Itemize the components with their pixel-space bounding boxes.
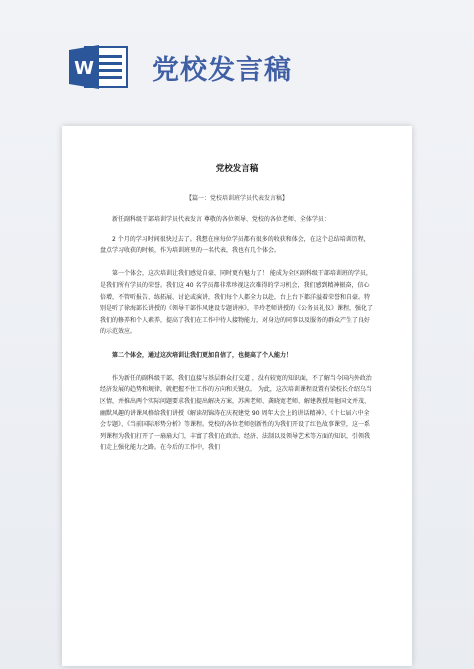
paragraph-body: 作为新任的副科级干部，我们直接与基层群众打交道 ，没有较宽的知识面，不了解当今国内外政治经济发展的趋势和规律，就把握不住工作的方向和关键点。 为此，这次培训课程设置有梁校长介绍乌当区情，并推出两个实际问题要求我们提出解决方案，苏茜老师、龚晓宽老师、解建教授用他国文并茂、幽默风趣的讲课风格给我们讲授《解读胡锦涛在庆祝建党 90 周年大会上的讲话精神》、《十七届六中全会专题》、《当前国际形势分析》等课程。党校的各位老师创新性的为我们开设了红色故事课堂，这一系列课程为我们打开了一扇扇大门，丰富了我们在政治、经济、法制以及领导艺术等方面的知识，引领我们走上强化能力之路。在今后的工作中，我们 <box>100 374 372 452</box>
paragraph-salutation: 新任副科级干部培训学员代表发言 尊敬的各位领导、党校的各位老师、全体学员： <box>112 216 330 223</box>
document-subtitle: 【篇一：党校培训班学员代表发言稿】 <box>185 195 288 202</box>
word-icon-letter: W <box>74 58 94 79</box>
paragraph-intro: 2 个月的学习时间很快过去了。我想在座每位学员都有很多的收获和体会，在这个总结培训历程，盘点学习收获的时候，作为培训班里的一名代表，我也有几个体会。 <box>100 235 370 255</box>
paragraph-first-point: 第一个体会，这次培训让我们感觉自豪，同时更有魅力了！ 能成为全区副科级干部培训班的学员，是我们所有学员的荣誉。我们这 40 名学员都非常珍视这次难得的学习机会，我们感到精神振奋，信心倍增，不管听报告、练拓展、讨论或演讲，我们每个人都全力以赴，台上台下都洋溢着荣誉和自豪。特别是听了徐海部长讲授的《领导干部作风建设专题讲座》，辛玲老师讲授的《公务员礼仪》课程，强化了我们的修养和个人素养，提高了我们在工作中待人接物能力，对身边的同事以及服务的群众产生了良好的示范效应。 <box>100 270 374 336</box>
paragraph-second-point: 第二个体会，通过这次培训让我们更加自信了，也提高了个人能力！ <box>112 351 293 359</box>
header-title: 党校发言稿 <box>152 55 292 86</box>
document-title: 党校发言稿 <box>215 164 259 174</box>
document-page <box>62 126 412 666</box>
header-banner <box>0 0 474 120</box>
word-document-icon <box>69 45 129 89</box>
document-body <box>100 214 375 465</box>
